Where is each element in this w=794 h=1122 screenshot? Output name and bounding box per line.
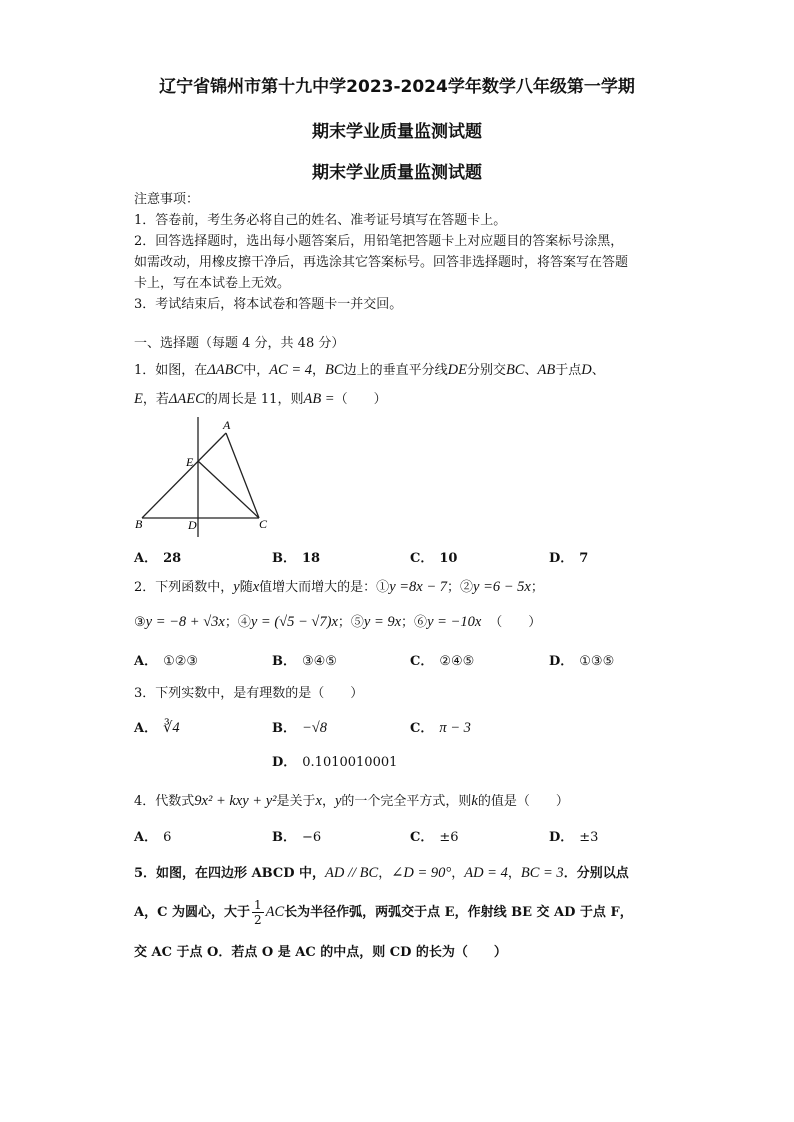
notice-heading: 注意事项： [134, 192, 200, 207]
q5-text: ， [451, 866, 465, 881]
notice-item-2-line-3: 卡上，写在本试卷上无效。 [134, 276, 291, 291]
q1-text: 1．如图，在 [134, 363, 208, 378]
q5-text: ．分别以点 [563, 866, 629, 881]
q1-text: 的周长是 11，则 [204, 392, 304, 407]
q1-text: 边上的垂直平分线 [343, 363, 448, 378]
q2-text: 值增大而增大的是：① [259, 580, 390, 595]
q1-text: 、 [524, 363, 538, 378]
q2-text: ；② [447, 580, 474, 595]
q1-line-2 [134, 388, 387, 408]
q1-math: D [581, 362, 592, 378]
q2-function-4: y = (√5 − √7)x [250, 614, 338, 630]
label-d: D [188, 518, 197, 532]
q3-stem: 3．下列实数中，是有理数的是（ ） [134, 686, 364, 701]
q2-text: ；⑤ [337, 615, 364, 630]
q1-line-1 [134, 359, 605, 379]
q1-text: （ ） [334, 392, 387, 407]
q4-stem [134, 790, 569, 810]
q4-math: 9x² + kxy + y² [194, 793, 277, 809]
title-line-2: 期末学业质量监测试题 [312, 122, 482, 142]
q1-math: BC [505, 362, 525, 378]
q2-line-1 [134, 576, 544, 596]
q2-text: 随 [239, 580, 253, 595]
q4-option-c[interactable]: C． ±6 [410, 830, 459, 845]
q2-text: ③ [134, 615, 146, 630]
q5-text: ， [378, 866, 392, 881]
q1-option-b[interactable]: B． 18 [272, 551, 321, 566]
q3-option-d[interactable]: D． 0.1010010001 [272, 755, 398, 770]
q4-text: 的一个完全平方式，则 [341, 794, 472, 809]
q5-math: AD // BC [325, 865, 379, 881]
q5-line-1 [134, 862, 629, 882]
q2-text: ；⑥ [401, 615, 428, 630]
q5-math: AC [265, 904, 285, 920]
notice-item-3: 3．考试结束后，将本试卷和答题卡一并交回。 [134, 297, 403, 312]
q5-math: BC = 3 [520, 865, 564, 881]
label-a: A [223, 418, 231, 432]
notice-item-2-line-1: 2．回答选择题时，选出每小题答案后，用铅笔把答题卡上对应题目的答案标号涂黑， [134, 234, 624, 249]
notice-item-1: 1．答卷前，考生务必将自己的姓名、准考证号填写在答题卡上。 [134, 213, 507, 228]
q5-math: AD = 4 [464, 865, 508, 881]
q1-text: ， [312, 363, 326, 378]
label-c: C [259, 517, 268, 531]
q1-math: AB = [303, 391, 335, 407]
q2-function-5: y = 9x [363, 614, 402, 630]
q1-math: ΔABC [207, 362, 244, 378]
q4-text: 的值是（ ） [477, 794, 569, 809]
q1-math: E [134, 391, 143, 407]
q2-text: （ ） [489, 615, 542, 630]
section-heading: 一、选择题（每题 4 分，共 48 分） [134, 336, 345, 351]
q2-function-6: y = −10x [427, 614, 482, 630]
q5-text: ， [507, 866, 521, 881]
q2-math: y [233, 579, 240, 595]
q4-text: 4．代数式 [134, 794, 195, 809]
q4-option-d[interactable]: D． ±3 [549, 830, 599, 845]
segment-ec [198, 461, 259, 518]
q4-math: x [315, 793, 322, 809]
q1-text: 、 [591, 363, 605, 378]
q5-line-2 [134, 898, 633, 927]
q5-line-3: 交 AC 于点 O．若点 O 是 AC 的中点，则 CD 的长为（ ） [134, 945, 507, 960]
q2-option-d[interactable]: D． ①③⑤ [549, 654, 615, 669]
q2-option-c[interactable]: C． ②④⑤ [410, 654, 475, 669]
q1-text: 分别交 [466, 363, 506, 378]
q1-option-c[interactable]: C． 10 [410, 551, 458, 566]
q4-option-b[interactable]: B． −6 [272, 830, 322, 845]
label-b: B [135, 517, 143, 531]
segment-ac [226, 433, 259, 518]
q2-function-3: y = −8 + √3x [145, 614, 225, 630]
fraction-denominator: 2 [253, 913, 262, 927]
notice-item-2-line-2: 如需改动，用橡皮擦干净后，再选涂其它答案标号。回答非选择题时，将答案写在答题 [134, 255, 629, 270]
q3-option-c[interactable]: C． π − 3 [410, 720, 471, 736]
q1-option-d[interactable]: D． 7 [549, 551, 589, 566]
q4-math: y [334, 793, 342, 809]
q2-option-b[interactable]: B． ③④⑤ [272, 654, 337, 669]
q2-option-a[interactable]: A． ①②③ [134, 654, 199, 669]
q1-text: 于点 [555, 363, 582, 378]
fraction-numerator: 1 [253, 898, 262, 912]
q5-fraction [252, 898, 264, 927]
q1-text: ，若 [142, 392, 169, 407]
q2-math: x [252, 579, 260, 595]
q2-line-2 [134, 611, 541, 631]
q1-math: DE [447, 362, 467, 378]
q1-math: BC [325, 362, 344, 378]
q5-text: 5．如图，在四边形 ABCD 中， [134, 866, 326, 881]
label-e: E [186, 455, 194, 469]
q4-math: k [471, 793, 478, 809]
q3-option-a[interactable]: A． ∛4 [134, 720, 180, 736]
q1-triangle-figure [128, 415, 278, 540]
title-line-3: 期末学业质量监测试题 [312, 163, 482, 183]
q2-function-2: y =6 − 5x [473, 579, 531, 595]
q2-text: 2．下列函数中， [134, 580, 234, 595]
q1-math: ΔAEC [168, 391, 205, 407]
q4-option-a[interactable]: A． 6 [134, 830, 172, 845]
q1-text: 中， [243, 363, 270, 378]
q2-function-1: y =8x − 7 [389, 579, 448, 595]
q5-math: ∠D = 90° [391, 865, 452, 881]
q5-text: 长为半径作弧，两弧交于点 E，作射线 BE 交 AD 于点 F， [284, 905, 633, 920]
q2-text: ； [530, 580, 544, 595]
q1-math: AB [537, 362, 556, 378]
title-line-1: 辽宁省锦州市第十九中学2023-2024学年数学八年级第一学期 [159, 77, 635, 97]
q1-option-a[interactable]: A． 28 [134, 551, 182, 566]
q5-text: A，C 为圆心，大于 [134, 905, 250, 920]
q3-option-b[interactable]: B． −√8 [272, 720, 327, 736]
q2-text: ；④ [224, 615, 251, 630]
q4-text: ， [321, 794, 335, 809]
q1-math: AC = 4 [269, 362, 313, 378]
q4-text: 是关于 [276, 794, 316, 809]
